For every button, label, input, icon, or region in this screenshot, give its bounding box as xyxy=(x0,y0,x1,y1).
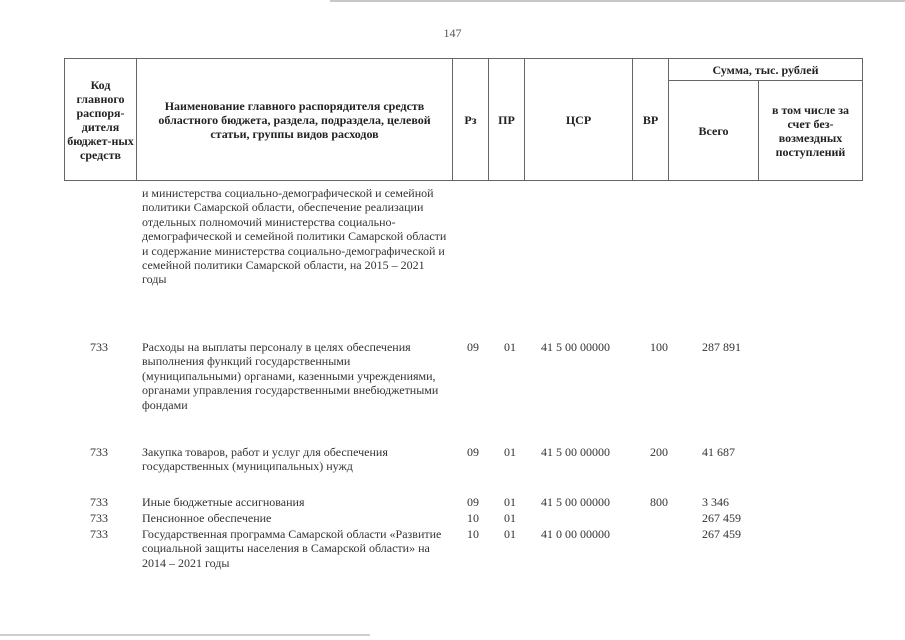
cell-pr: 01 xyxy=(504,511,516,525)
cell-total: 267 459 xyxy=(702,511,741,525)
page-number: 147 xyxy=(443,26,462,40)
header-incl: в том числе за счет без-возмездных поступлений xyxy=(759,81,863,181)
cell-vr: 200 xyxy=(650,445,668,459)
header-vr: ВР xyxy=(633,59,669,181)
cell-rz: 09 xyxy=(467,495,479,509)
cell-kod: 733 xyxy=(90,511,108,525)
cell-kod: 733 xyxy=(90,340,108,354)
cell-pr: 01 xyxy=(504,445,516,459)
cell-csr: 41 0 00 00000 xyxy=(541,527,610,541)
cell-name: Пенсионное обеспечение xyxy=(142,511,272,525)
cell-name: Иные бюджетные ассигнования xyxy=(142,495,305,509)
cell-total: 267 459 xyxy=(702,527,741,541)
cell-kod: 733 xyxy=(90,445,108,459)
scan-edge-bottom xyxy=(0,634,370,636)
cell-total: 3 346 xyxy=(702,495,729,509)
cell-total: 41 687 xyxy=(702,445,735,459)
cell-kod: 733 xyxy=(90,527,108,541)
cell-pr: 01 xyxy=(504,527,516,541)
header-sum-group: Сумма, тыс. рублей xyxy=(669,59,863,81)
cell-total: 287 891 xyxy=(702,340,741,354)
table-header xyxy=(64,58,863,181)
cell-csr: 41 5 00 00000 xyxy=(541,445,610,459)
cell-rz: 09 xyxy=(467,340,479,354)
cell-name: Государственная программа Самарской области «Развитие социальной защиты населения в Самарской области» на 2014 – 2021 годы xyxy=(142,527,442,570)
header-pr: ПР xyxy=(489,59,525,181)
cell-pr: 01 xyxy=(504,340,516,354)
cell-rz: 09 xyxy=(467,445,479,459)
header-kod: Код главного распоря-дителя бюджет-ных средств xyxy=(65,59,137,181)
cell-name: Закупка товаров, работ и услуг для обеспечения государственных (муниципальных) нужд xyxy=(142,445,388,474)
cell-name: и министерства социально-демографической и семейной политики Самарской области, обеспечение реализации отдельных полномочий министерства социально-демографической и семейной политики Самарской области и содержание министерства социально-демографической и семейной политики Самарской области, на 2015 – 2021 годы xyxy=(142,186,447,287)
scan-edge-top xyxy=(330,0,905,2)
cell-name: Расходы на выплаты персоналу в целях обеспечения выполнения функций государственными (муниципальными) органами, казенными учреждениями, органами управления государственными внебюджетными фондами xyxy=(142,340,439,412)
cell-rz: 10 xyxy=(467,511,479,525)
cell-pr: 01 xyxy=(504,495,516,509)
header-rz: Рз xyxy=(453,59,489,181)
cell-rz: 10 xyxy=(467,527,479,541)
cell-kod: 733 xyxy=(90,495,108,509)
header-name: Наименование главного распорядителя средств областного бюджета, раздела, подраздела, целевой статьи, группы видов расходов xyxy=(137,59,453,181)
cell-vr: 100 xyxy=(650,340,668,354)
cell-csr: 41 5 00 00000 xyxy=(541,340,610,354)
header-csr: ЦСР xyxy=(525,59,633,181)
cell-vr: 800 xyxy=(650,495,668,509)
header-total: Всего xyxy=(669,81,759,181)
cell-csr: 41 5 00 00000 xyxy=(541,495,610,509)
